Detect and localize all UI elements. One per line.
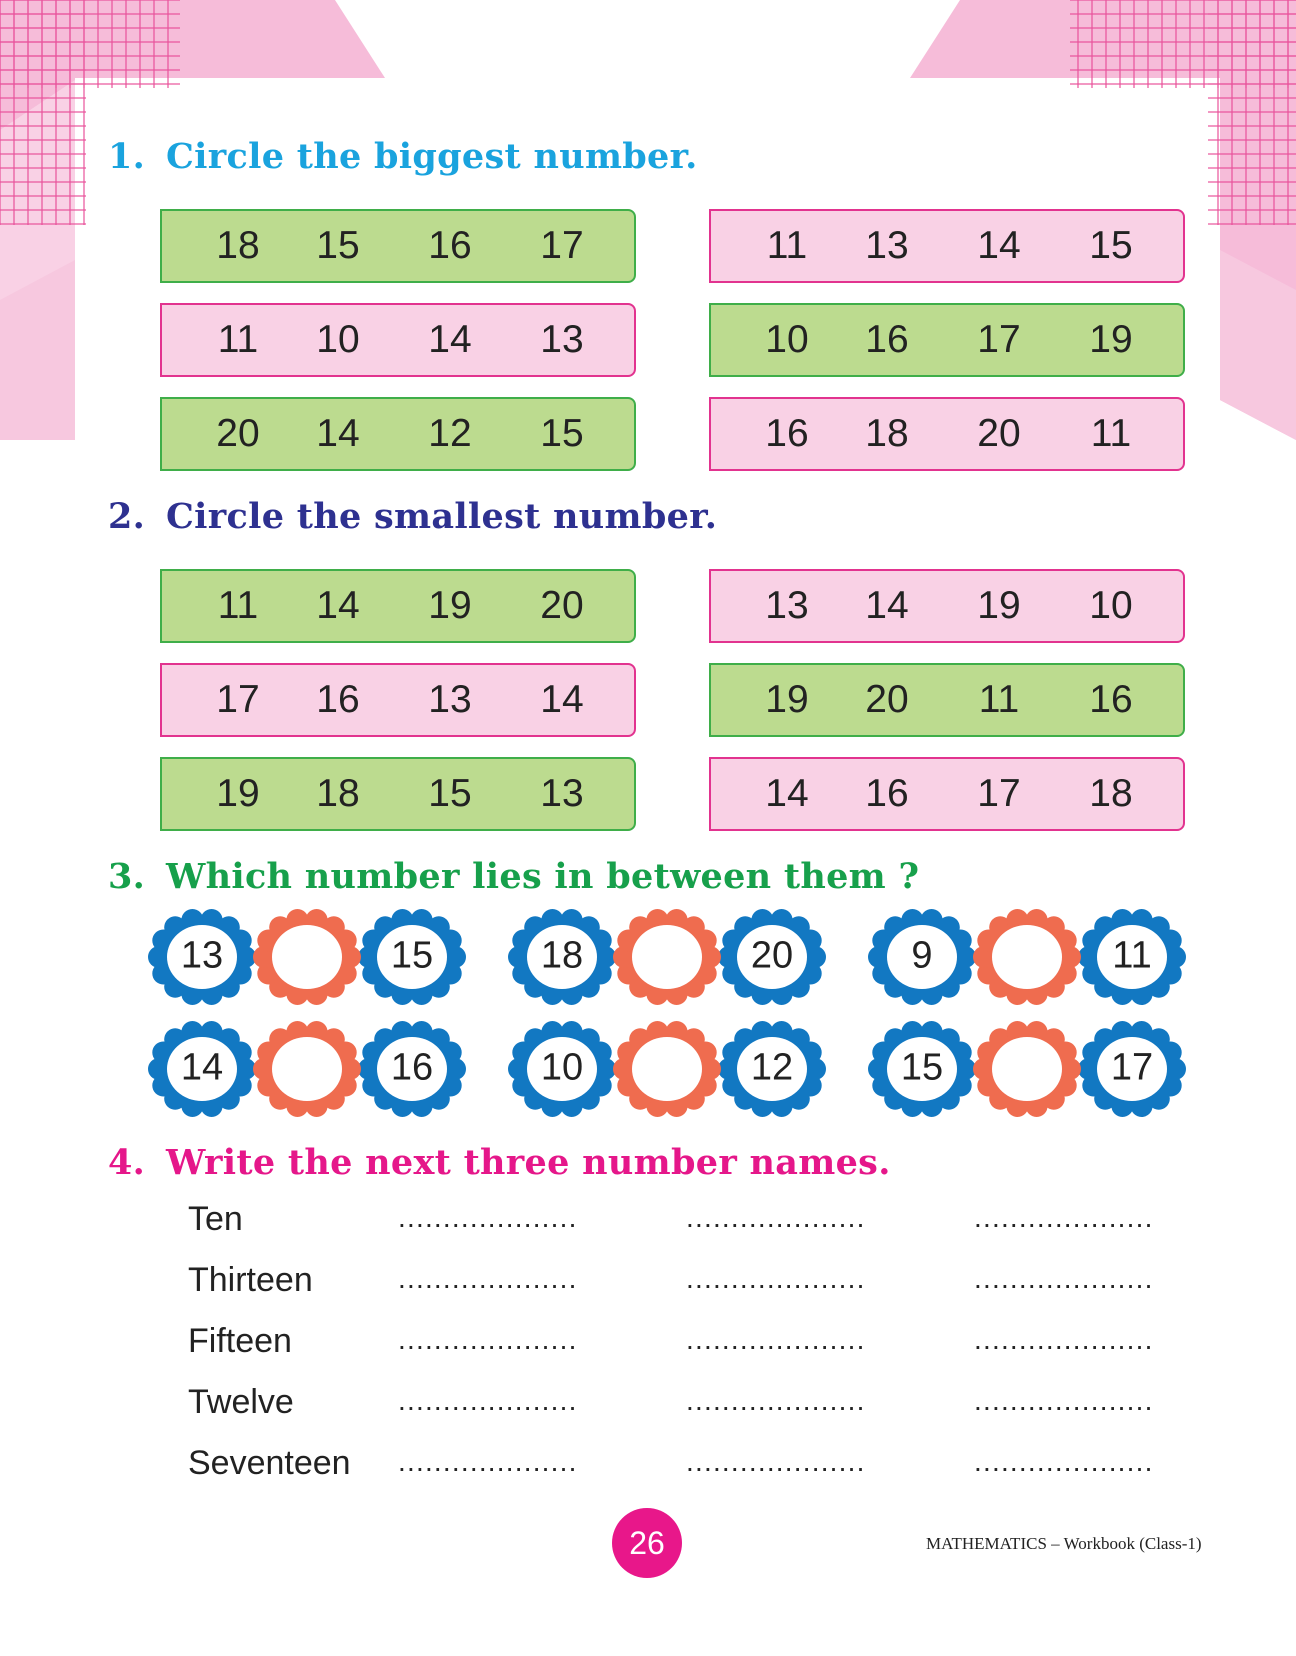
flower-number: 14 [180, 1046, 224, 1089]
number-option[interactable]: 19 [1089, 318, 1133, 361]
left-number-flower [508, 908, 616, 1006]
number-name-label: Thirteen [188, 1261, 313, 1299]
flower-number: 15 [390, 934, 434, 977]
number-option[interactable]: 20 [216, 412, 260, 455]
number-option[interactable]: 19 [765, 678, 809, 721]
question-4-heading [108, 1142, 891, 1183]
number-box [709, 209, 1185, 283]
page-number: 26 [629, 1524, 665, 1561]
right-number-flower [718, 908, 826, 1006]
number-box [160, 757, 636, 831]
number-option[interactable]: 18 [1089, 772, 1133, 815]
flower-number: 15 [900, 1046, 944, 1089]
number-option[interactable]: 16 [316, 678, 360, 721]
question-3-title: Which number lies in between them ? [166, 856, 920, 897]
number-option[interactable]: 11 [217, 318, 259, 361]
question-1-title: Circle the biggest number. [166, 136, 698, 177]
number-option[interactable]: 14 [316, 412, 360, 455]
answer-blank[interactable]: .................... [398, 1324, 578, 1355]
question-2-title: Circle the smallest number. [166, 496, 718, 537]
number-name-label: Fifteen [188, 1322, 292, 1360]
number-name-label: Seventeen [188, 1444, 351, 1482]
number-option[interactable]: 14 [428, 318, 472, 361]
left-number-flower [868, 1020, 976, 1118]
page-number-badge [612, 1508, 682, 1578]
number-option[interactable]: 10 [765, 318, 809, 361]
answer-blank[interactable]: .................... [398, 1385, 578, 1416]
answer-flower[interactable] [613, 908, 721, 1006]
answer-blank[interactable]: .................... [686, 1446, 866, 1477]
number-option[interactable]: 12 [428, 412, 472, 455]
question-3-heading [108, 856, 919, 897]
number-box [709, 569, 1185, 643]
number-option[interactable]: 17 [977, 318, 1021, 361]
answer-blank[interactable]: .................... [398, 1446, 578, 1477]
question-4-number: 4. [108, 1142, 146, 1183]
number-option[interactable]: 16 [1089, 678, 1133, 721]
number-option[interactable]: 14 [865, 584, 909, 627]
left-number-flower [508, 1020, 616, 1118]
flower-number: 10 [540, 1046, 584, 1089]
flower-number: 11 [1112, 934, 1152, 977]
number-option[interactable]: 11 [766, 224, 808, 267]
number-option[interactable]: 19 [977, 584, 1021, 627]
footer-book-title: MATHEMATICS – Workbook (Class-1) [926, 1534, 1202, 1553]
number-option[interactable]: 14 [765, 772, 809, 815]
flower-number: 13 [180, 934, 224, 977]
flower-number: 20 [750, 934, 794, 977]
answer-flower[interactable] [253, 908, 361, 1006]
number-option[interactable]: 17 [540, 224, 584, 267]
right-number-flower [1078, 908, 1186, 1006]
question-2-number: 2. [108, 496, 146, 537]
left-number-flower [148, 908, 256, 1006]
number-option[interactable]: 15 [1089, 224, 1133, 267]
answer-flower[interactable] [973, 1020, 1081, 1118]
number-box [160, 569, 636, 643]
number-box [160, 397, 636, 471]
flower-number: 16 [390, 1046, 434, 1089]
question-2-heading [108, 496, 717, 537]
right-number-flower [358, 1020, 466, 1118]
answer-blank[interactable]: .................... [974, 1385, 1154, 1416]
number-option[interactable]: 10 [1089, 584, 1133, 627]
answer-flower[interactable] [613, 1020, 721, 1118]
number-option[interactable]: 20 [977, 412, 1021, 455]
number-option[interactable]: 11 [217, 584, 259, 627]
number-option[interactable]: 13 [765, 584, 809, 627]
answer-blank[interactable]: .................... [398, 1263, 578, 1294]
number-option[interactable]: 20 [865, 678, 909, 721]
number-option[interactable]: 13 [428, 678, 472, 721]
number-option[interactable]: 19 [216, 772, 260, 815]
answer-blank[interactable]: .................... [398, 1202, 578, 1233]
number-option[interactable]: 19 [428, 584, 472, 627]
number-option[interactable]: 17 [977, 772, 1021, 815]
number-option[interactable]: 16 [765, 412, 809, 455]
answer-blank[interactable]: .................... [686, 1324, 866, 1355]
number-box [160, 209, 636, 283]
number-option[interactable]: 16 [428, 224, 472, 267]
number-option[interactable]: 14 [316, 584, 360, 627]
question-4-title: Write the next three number names. [166, 1142, 891, 1183]
number-option[interactable]: 20 [540, 584, 584, 627]
number-option[interactable]: 10 [316, 318, 360, 361]
right-number-flower [718, 1020, 826, 1118]
number-box [160, 303, 636, 377]
answer-blank[interactable]: .................... [686, 1385, 866, 1416]
number-box [160, 663, 636, 737]
number-option[interactable]: 11 [1090, 412, 1132, 455]
answer-blank[interactable]: .................... [974, 1202, 1154, 1233]
answer-blank[interactable]: .................... [974, 1324, 1154, 1355]
question-1-number: 1. [108, 136, 146, 177]
question-3-number: 3. [108, 856, 146, 897]
number-option[interactable]: 18 [316, 772, 360, 815]
number-option[interactable]: 15 [316, 224, 360, 267]
left-number-flower [148, 1020, 256, 1118]
number-box [709, 663, 1185, 737]
question-1-heading [108, 136, 698, 177]
right-number-flower [358, 908, 466, 1006]
answer-blank[interactable]: .................... [686, 1202, 866, 1233]
answer-flower[interactable] [253, 1020, 361, 1118]
number-option[interactable]: 16 [865, 772, 909, 815]
left-number-flower [868, 908, 976, 1006]
number-option[interactable]: 13 [540, 772, 584, 815]
number-option[interactable]: 13 [865, 224, 909, 267]
number-option[interactable]: 14 [977, 224, 1021, 267]
flower-number: 17 [1110, 1046, 1154, 1089]
number-option[interactable]: 15 [428, 772, 472, 815]
number-box [709, 757, 1185, 831]
right-number-flower [1078, 1020, 1186, 1118]
flower-number: 9 [911, 934, 933, 977]
number-option[interactable]: 18 [865, 412, 909, 455]
number-option[interactable]: 17 [216, 678, 260, 721]
number-box [709, 397, 1185, 471]
number-option[interactable]: 16 [865, 318, 909, 361]
answer-flower[interactable] [973, 908, 1081, 1006]
number-box [709, 303, 1185, 377]
number-option[interactable]: 13 [540, 318, 584, 361]
flower-number: 18 [540, 934, 584, 977]
flower-number: 12 [750, 1046, 794, 1089]
number-option[interactable]: 14 [540, 678, 584, 721]
number-name-label: Ten [188, 1200, 243, 1238]
answer-blank[interactable]: .................... [686, 1263, 866, 1294]
number-option[interactable]: 11 [978, 678, 1020, 721]
answer-blank[interactable]: .................... [974, 1263, 1154, 1294]
number-option[interactable]: 15 [540, 412, 584, 455]
answer-blank[interactable]: .................... [974, 1446, 1154, 1477]
number-name-label: Twelve [188, 1383, 294, 1421]
number-option[interactable]: 18 [216, 224, 260, 267]
